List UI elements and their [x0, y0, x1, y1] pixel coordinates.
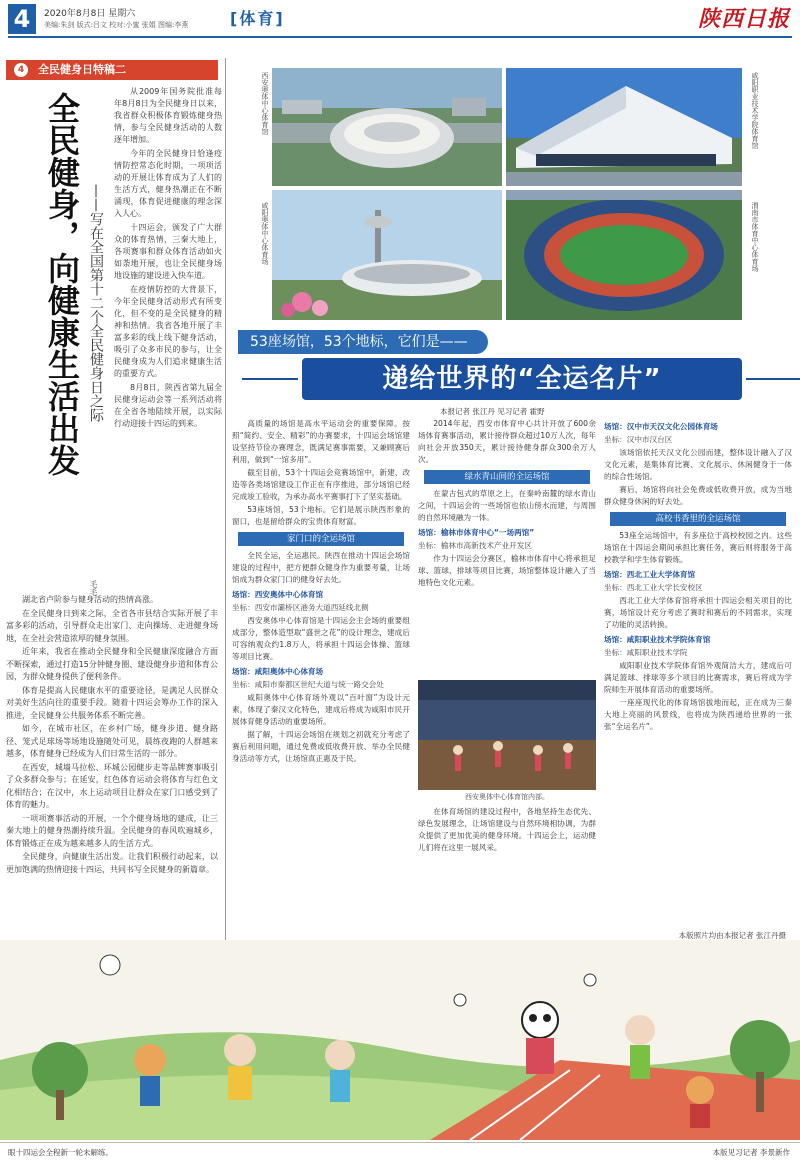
series-tag	[6, 60, 218, 80]
section-label: [体育]	[230, 9, 285, 28]
banner-title: 递给世界的“全运名片”	[302, 358, 742, 400]
masthead	[0, 0, 800, 46]
left-lead-text	[114, 86, 222, 586]
venue-label: 场馆：榆林市体育中心“一场两馆”	[418, 528, 535, 537]
oval-stadium-image	[506, 190, 742, 320]
main-byline: 本报记者 张江丹 见习记者 霍野	[440, 407, 545, 416]
paragraph: 从2009年国务院批准每年8月8日为全民健身日以来，我省群众积极体育锻炼健身热情，参与全民健身活动的人数逐年增加。	[114, 87, 222, 144]
cartoon-sports-scene	[0, 940, 800, 1140]
paragraph: 一项项赛事活动的开展，一个个健身场地的建成，让三秦大地上的健身热潮持续升温。全民健身的春风吹遍城乡，体育锻炼正在成为越来越多人的生活方式。	[6, 813, 218, 848]
paragraph: 一座座现代化的体育场馆拔地而起，正在成为三秦大地上亮丽的风景线，也将成为陕西递给世界的一张张“全运名片”。	[604, 698, 792, 731]
left-subtitle: ——写在全国第十二个全民健身日之际	[88, 184, 104, 422]
venue-label: 场馆：咸阳职业技术学院体育馆	[604, 635, 711, 644]
venue-label: 场馆：西安奥体中心体育馆	[232, 590, 324, 599]
venue-location: 坐标：西安市灞桥区港务大道西延线北侧	[232, 603, 369, 612]
paragraph: 西安奥体中心体育馆是十四运会主会场的重要组成部分，整体造型取“盛世之花”的设计理念，建成后可容纳观众约1.8万人，将承担十四运会体操、篮球等项目比赛。	[232, 616, 410, 661]
paragraph: 在体育场馆的建设过程中，各地坚持生态优先、绿色发展理念，让场馆建设与自然环境相协调，为群众提供了更加优美的健身环境。十四运会上，运动健儿们将在这里一展风采。	[418, 807, 596, 852]
photo-caption: 西安奥体中心体育馆内部。	[465, 793, 549, 801]
photo-caption: 西安奥体中心体育馆	[261, 72, 269, 135]
paragraph: 据了解，十四运会场馆在规划之初就充分考虑了赛后利用问题，通过免费或低收费开放、举办全民健身活动等方式，让场馆真正惠及于民。	[232, 730, 410, 763]
paragraph: 体育是提高人民健康水平的重要途径，是满足人民群众对美好生活向往的重要手段。随着十四运会筹办工作的深入推进，全民健身公共服务体系不断完善。	[6, 685, 218, 720]
arena-image	[506, 68, 742, 186]
paragraph: 赛后，场馆将向社会免费或低收费开放，成为当地群众健身休闲的好去处。	[604, 485, 792, 506]
paragraph: 今年的全民健身日恰逢疫情防控常态化时期，一项项活动的开展让体育成为了人们的生活方式，健身热潮正在不断涌现，体育促进健康的理念深入人心。	[114, 149, 222, 218]
paragraph: 全民全运，全运惠民。陕西在推动十四运会场馆建设的过程中，把方便群众健身作为重要考量，让场馆成为群众家门口的健身好去处。	[232, 551, 410, 584]
venue-location: 坐标：榆林市高新技术产业开发区	[418, 541, 532, 550]
venue-location: 坐标：咸阳职业技术学院	[604, 648, 688, 657]
venue-location: 坐标：汉中市汉台区	[604, 435, 673, 444]
paragraph: 53座场馆，53个地标。它们是展示陕西形象的窗口，也是留给群众的宝贵体育财富。	[232, 505, 410, 526]
section-subheading: 家门口的全运场馆	[238, 532, 404, 546]
venue-label: 场馆：汉中市天汉文化公园体育场	[604, 422, 718, 431]
section-subheading: 高校书香里的全运场馆	[610, 512, 786, 526]
paragraph: 咸阳奥体中心体育场外观以“百叶窗”为设计元素，体现了秦汉文化特色，建成后将成为咸阳市民开展体育健身活动的重要场所。	[232, 693, 410, 726]
paragraph: 西北工业大学体育馆将承担十四运会相关项目的比赛，场馆设计充分考虑了赛时和赛后的不同需求，实现了功能的灵活转换。	[604, 596, 792, 629]
paragraph: 8月8日，陕西省第九届全民健身运动会等一系列活动将在全省各地陆续开展，以实际行动迎接十四运的到来。	[114, 383, 222, 428]
photo-credit: 本版照片均由本报记者 张江丹摄	[678, 931, 786, 940]
paragraph: 作为十四运会分赛区，榆林市体育中心将承担足球、篮球、排球等项目比赛，场馆整体设计融入了当地特色文化元素。	[418, 554, 596, 587]
date-line: 2020年8月8日 星期六	[44, 9, 136, 19]
photo-collage	[232, 62, 792, 324]
venue-location: 坐标：西北工业大学长安校区	[604, 583, 703, 592]
paragraph: 近年来，我省在推动全民健身和全民健康深度融合方面不断探索，通过打造15分钟健身圈、建设健身步道和体育公园，为群众健身提供了便利条件。	[6, 647, 218, 681]
page-number: 4	[8, 4, 36, 34]
page-footer	[0, 1142, 800, 1162]
paragraph: 在蒙古包式的草原之上，在秦岭南麓的绿水青山之间，十四运会的一些场馆也依山傍水而建，与周围的自然环境融为一体。	[418, 489, 596, 522]
article-column-2-continued	[418, 806, 596, 936]
section-subheading: 绿水青山间的全运场馆	[424, 470, 590, 484]
gymnastics-image	[418, 680, 596, 790]
paragraph: 截至目前，53个十四运会竞赛场馆中，新建、改造等各类场馆建设工作正在有序推进，部分场馆已经完成竣工验收，为承办高水平赛事打下了坚实基础。	[232, 468, 410, 501]
paragraph: 在全民健身日到来之际，全省各市县结合实际开展了丰富多彩的活动，引导群众走出家门、走向操场、走进健身场地，在全社会营造浓厚的健身氛围。	[6, 608, 218, 643]
paper-logo: 陕西日报	[697, 6, 790, 32]
left-headline: 全民健身，向健康生活出发	[43, 92, 81, 476]
editors-line: 美编:朱剑 版式:吕文 校对:小蜜 张娟 图编:李燕	[44, 21, 189, 29]
article-column-2	[418, 418, 596, 674]
paragraph: 在疫情防控的大背景下，今年全民健身活动形式有所变化，但不变的是全民健身的精神和热情。我省各地开展了丰富多彩的线上线下健身活动，吸引了众多市民的参与，让全民健身成为人们追求健康生活的重要方式。	[114, 285, 222, 378]
venue-label: 场馆：咸阳奥体中心体育场	[232, 667, 324, 676]
left-byline: 毛毛	[89, 580, 98, 596]
photo-xian-gym	[272, 68, 502, 186]
paragraph: 全民健身，向健康生活出发。让我们积极行动起来，以更加饱满的热情迎接十四运，共同书写全民健身的新篇章。	[6, 852, 218, 874]
sports-illustration	[0, 940, 800, 1140]
paragraph: 湖北省卢阶参与健身活动的热情高涨。	[22, 595, 158, 604]
footer-credit: 本版见习记者 李景新作	[712, 1148, 790, 1157]
photo-weinan-stadium	[506, 190, 742, 320]
tower-stadium-image	[272, 190, 502, 320]
photo-caption: 咸阳职业技术学院体育馆	[751, 72, 759, 149]
title-banner	[232, 330, 792, 410]
paragraph: 2014年起，西安市体育中心共计开放了600余场体育赛事活动，累计接待群众超过10万人次，每年向社会开放350天，累计接待健身群众300余万人次。	[418, 419, 596, 464]
series-badge: 4	[14, 63, 28, 77]
paragraph: 如今，在城市社区，在乡村广场，健身步道、健身路径、笼式足球场等场地设施随处可见，晨练夜跑的人群越来越多，体育健身已经成为人们日常生活的一部分。	[6, 724, 218, 758]
photo-gym-interior	[418, 680, 596, 790]
aerial-stadium-image	[272, 68, 502, 186]
banner-kicker: 53座场馆，53个地标，它们是——	[238, 330, 488, 354]
venue-label: 场馆：西北工业大学体育馆	[604, 570, 696, 579]
paragraph: 高质量的场馆是高水平运动会的重要保障。按照“简约、安全、精彩”的办赛要求，十四运会场馆建设坚持节俭办赛理念，既满足赛事需要，又兼顾赛后利用，做到“一馆多用”。	[232, 419, 410, 464]
paragraph: 53座全运场馆中，有多座位于高校校园之内。这些场馆在十四运会期间承担比赛任务，赛后则将服务于高校教学和学生体育锻炼。	[604, 531, 792, 564]
footer-slogan: 眼十四运会全程新一轮未解练。	[8, 1148, 113, 1157]
photo-xianyang-college-gym	[506, 68, 742, 186]
masthead-rule	[8, 36, 792, 38]
paragraph: 该场馆依托天汉文化公园而建，整体设计融入了汉文化元素，是集体育比赛、文化展示、休闲健身于一体的综合性场馆。	[604, 448, 792, 481]
paragraph: 咸阳职业技术学院体育馆外观简洁大方，建成后可满足篮球、排球等多个项目的比赛需求，赛后将成为学院师生开展体育活动的重要场所。	[604, 661, 792, 694]
series-tag-label: 全民健身日特稿二	[38, 63, 126, 76]
venue-location: 坐标：咸阳市秦都区世纪大道与统一路交会处	[232, 680, 384, 689]
paragraph: 十四运会，颁发了广大群众的体育热情，三秦大地上，各项赛事和群众体育活动如火如荼地开展，也让全民健身场地设施的建设进入快车道。	[114, 223, 222, 280]
photo-caption: 渭南市体育中心体育场	[751, 202, 759, 272]
paragraph: 在西安，城墙马拉松、环城公园健步走等品牌赛事吸引了众多群众参与；在延安，红色体育运动会将体育与红色文化相结合；在汉中，水上运动项目让群众在家门口感受到了体育的魅力。	[6, 762, 218, 809]
photo-xianyang-stadium	[272, 190, 502, 320]
photo-caption: 咸阳奥体中心体育场	[261, 202, 269, 265]
